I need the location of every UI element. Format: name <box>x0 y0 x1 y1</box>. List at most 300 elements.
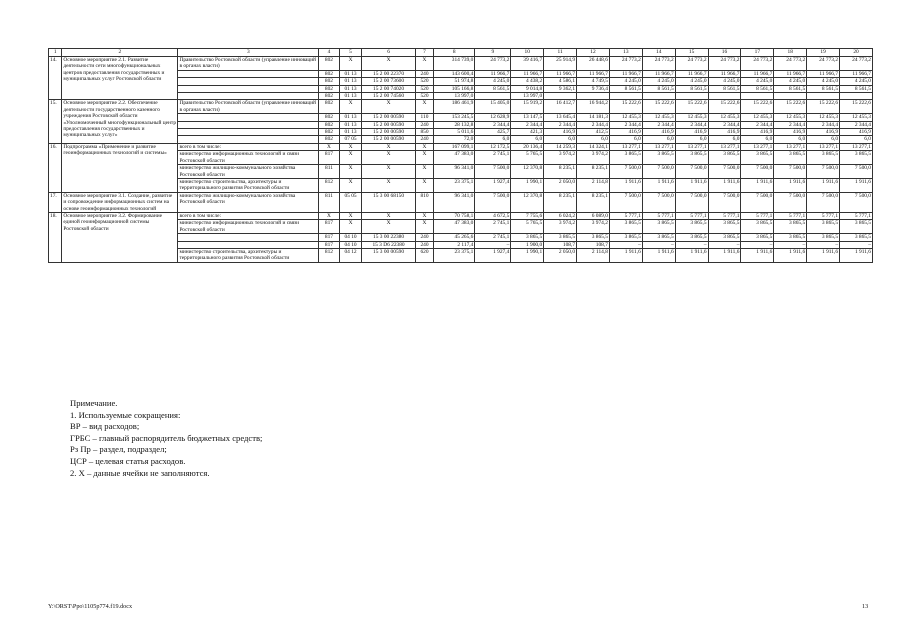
amount-cell: 12 455,3 <box>774 114 807 121</box>
rzpr-cell: 01 13 <box>339 121 362 128</box>
responsible-executor <box>178 70 319 77</box>
grbs-cell: 802 <box>319 85 340 92</box>
amount-cell: 3 865,5 <box>807 151 840 165</box>
csr-cell: X <box>362 220 415 234</box>
measure-name: Основное мероприятие 3.2. Формирование единой геоинформационной системы Ростовской области <box>62 212 178 262</box>
amount-cell: 15 222,6 <box>642 100 675 114</box>
amount-cell: 3 865,5 <box>642 151 675 165</box>
amount-cell: 45 265,6 <box>434 234 475 241</box>
vr-cell: X <box>415 220 433 234</box>
amount-cell: 15 222,6 <box>807 100 840 114</box>
amount-cell: 4 245,0 <box>609 78 642 85</box>
amount-cell: 6,0 <box>708 136 741 143</box>
vr-cell: 620 <box>415 248 433 262</box>
amount-cell <box>609 93 642 100</box>
amount-cell <box>642 93 675 100</box>
amount-cell: 2 114,8 <box>577 248 610 262</box>
amount-cell: 7 500,0 <box>708 165 741 179</box>
amount-cell: 3 974,2 <box>577 151 610 165</box>
amount-cell: 2 344,4 <box>675 121 708 128</box>
amount-cell: 8 561,5 <box>807 85 840 92</box>
amount-cell: 2 344,4 <box>544 121 577 128</box>
amount-cell: 14 324,1 <box>577 143 610 150</box>
amount-cell: 15 222,6 <box>708 100 741 114</box>
amount-cell: 11 966,7 <box>511 70 544 77</box>
vr-cell: X <box>415 165 433 179</box>
row-number: 16. <box>49 143 62 192</box>
amount-cell: 12 455,3 <box>675 114 708 121</box>
file-path: Y:\ORST\Ppo\1105p774.f19.docx <box>48 603 133 610</box>
amount-cell: 3 865,5 <box>708 234 741 241</box>
amount-cell: 6,0 <box>642 136 675 143</box>
amount-cell: 2 745,1 <box>475 220 511 234</box>
responsible-executor: министерство жилищно-коммунального хозяйства Ростовской области <box>178 192 319 212</box>
amount-cell: 11 966,7 <box>741 70 774 77</box>
amount-cell: 4 672,5 <box>475 212 511 219</box>
amount-cell: 108,7 <box>577 241 610 248</box>
csr-cell: 15 3 00 00590 <box>362 248 415 262</box>
amount-cell: 13 277,1 <box>609 143 642 150</box>
amount-cell: 416,9 <box>807 129 840 136</box>
amount-cell <box>708 93 741 100</box>
amount-cell: 11 966,7 <box>475 70 511 77</box>
responsible-executor <box>178 93 319 100</box>
rzpr-cell: X <box>339 220 362 234</box>
amount-cell: 6,0 <box>475 136 511 143</box>
amount-cell: 14 259,3 <box>544 143 577 150</box>
rzpr-cell: 01 13 <box>339 85 362 92</box>
responsible-executor: Правительство Ростовской области (управление инноваций в органах власти) <box>178 57 319 71</box>
measure-name: Основное мероприятие 2.1. Развитие деятельности сети многофункциональных центров предоставления государственных и муниципальных услуг Ростовской области <box>62 57 178 100</box>
csr-cell: 15 2 00 74020 <box>362 85 415 92</box>
amount-cell: 4 245,0 <box>675 78 708 85</box>
rzpr-cell: 01 13 <box>339 70 362 77</box>
amount-cell: 2 745,1 <box>475 151 511 165</box>
amount-cell: – <box>609 241 642 248</box>
amount-cell: – <box>774 241 807 248</box>
amount-cell: 105 166,8 <box>434 85 475 92</box>
responsible-executor: министерство строительства, архитектуры и территориального развития Ростовской области <box>178 248 319 262</box>
amount-cell: 72,0 <box>434 136 475 143</box>
table-row <box>49 143 873 150</box>
rzpr-cell: X <box>339 165 362 179</box>
amount-cell: 416,9 <box>675 129 708 136</box>
amount-cell: 5 765,5 <box>511 151 544 165</box>
header-cell: 7 <box>415 49 433 57</box>
header-cell: 16 <box>708 49 741 57</box>
table-row <box>49 212 873 219</box>
amount-cell: 96 341,0 <box>434 165 475 179</box>
rzpr-cell: 07 05 <box>339 136 362 143</box>
amount-cell: 13 277,1 <box>675 143 708 150</box>
table-header-row <box>49 49 873 57</box>
header-cell: 19 <box>807 49 840 57</box>
amount-cell: 153 245,5 <box>434 114 475 121</box>
responsible-executor <box>178 136 319 143</box>
csr-cell: 15 3 00 68150 <box>362 192 415 212</box>
vr-cell: X <box>415 212 433 219</box>
amount-cell: 8 235,1 <box>577 165 610 179</box>
amount-cell: 2 050,0 <box>544 178 577 192</box>
amount-cell: 5 777,1 <box>741 212 774 219</box>
amount-cell: 24 773,2 <box>741 57 774 71</box>
header-cell: 4 <box>319 49 340 57</box>
csr-cell: X <box>362 212 415 219</box>
amount-cell: 8 561,5 <box>642 85 675 92</box>
amount-cell: 6,0 <box>609 136 642 143</box>
responsible-executor: всего в том числе: <box>178 212 319 219</box>
amount-cell: 3 974,2 <box>577 220 610 234</box>
amount-cell: 7 500,0 <box>741 192 774 212</box>
amount-cell: 7 500,0 <box>642 165 675 179</box>
grbs-cell: X <box>319 212 340 219</box>
amount-cell: 3 974,2 <box>544 151 577 165</box>
amount-cell: 416,9 <box>840 129 873 136</box>
amount-cell: 3 865,5 <box>807 234 840 241</box>
amount-cell: 2 344,4 <box>475 121 511 128</box>
amount-cell: 6,0 <box>741 136 774 143</box>
table-row <box>49 192 873 212</box>
amount-cell: 1 911,6 <box>609 248 642 262</box>
measure-name: Подпрограмма «Применение и развитие геоинформационных технологий и системы» <box>62 143 178 192</box>
amount-cell: 11 966,7 <box>577 70 610 77</box>
amount-cell: 3 865,5 <box>708 220 741 234</box>
table-row <box>49 100 873 114</box>
vr-cell: 520 <box>415 93 433 100</box>
amount-cell: 26 448,6 <box>577 57 610 71</box>
amount-cell: 2 344,4 <box>511 121 544 128</box>
responsible-executor: министерство информационных технологий и связи Ростовской области <box>178 220 319 234</box>
amount-cell: 3 974,2 <box>544 220 577 234</box>
amount-cell: 7 500,0 <box>807 165 840 179</box>
amount-cell: 7 500,0 <box>475 192 511 212</box>
vr-cell: 240 <box>415 234 433 241</box>
amount-cell: 4 245,0 <box>642 78 675 85</box>
amount-cell: 47 383,0 <box>434 151 475 165</box>
amount-cell <box>741 93 774 100</box>
amount-cell: 8 561,5 <box>774 85 807 92</box>
amount-cell: – <box>475 241 511 248</box>
amount-cell: 7 755,6 <box>511 212 544 219</box>
amount-cell: 1 911,6 <box>642 178 675 192</box>
amount-cell: 24 773,2 <box>675 57 708 71</box>
amount-cell: 6 024,2 <box>544 212 577 219</box>
amount-cell: – <box>675 241 708 248</box>
measure-name: Основное мероприятие 2.2. Обеспечение деятельности государственного казенного учреждения Ростовской области «Уполномоченный многофункциональный центр предоставления государственных и муниципальных услуг» <box>62 100 178 143</box>
grbs-cell: 811 <box>319 165 340 179</box>
amount-cell: 2 344,4 <box>708 121 741 128</box>
amount-cell: 3 865,5 <box>741 151 774 165</box>
grbs-cell: 817 <box>319 151 340 165</box>
amount-cell: 5 777,1 <box>708 212 741 219</box>
amount-cell: 25 914,9 <box>544 57 577 71</box>
amount-cell: 12 628,9 <box>475 114 511 121</box>
vr-cell: X <box>415 178 433 192</box>
responsible-executor: министерство строительства, архитектуры и территориального развития Ростовской области <box>178 178 319 192</box>
csr-cell: X <box>362 178 415 192</box>
header-cell: 2 <box>62 49 178 57</box>
vr-cell: 240 <box>415 241 433 248</box>
grbs-cell: 817 <box>319 241 340 248</box>
amount-cell: 15 222,6 <box>675 100 708 114</box>
amount-cell: – <box>708 241 741 248</box>
amount-cell: 11 966,7 <box>642 70 675 77</box>
amount-cell: 13 277,1 <box>741 143 774 150</box>
amount-cell: 4 438,2 <box>511 78 544 85</box>
amount-cell: 13 277,1 <box>774 143 807 150</box>
amount-cell: – <box>741 241 774 248</box>
amount-cell: 108,7 <box>544 241 577 248</box>
responsible-executor: всего в том числе: <box>178 143 319 150</box>
amount-cell: 12 455,3 <box>609 114 642 121</box>
amount-cell: 5 777,1 <box>840 212 873 219</box>
csr-cell: 15 2 00 00590 <box>362 114 415 121</box>
amount-cell <box>807 93 840 100</box>
amount-cell: 2 344,4 <box>642 121 675 128</box>
amount-cell: 1 911,6 <box>741 248 774 262</box>
amount-cell: 4 586,1 <box>544 78 577 85</box>
rzpr-cell: 04 10 <box>339 241 362 248</box>
amount-cell: 1 911,6 <box>708 248 741 262</box>
amount-cell: 4 245,0 <box>840 78 873 85</box>
amount-cell: 8 561,5 <box>609 85 642 92</box>
amount-cell: 8 235,1 <box>577 192 610 212</box>
csr-cell: 15 2 00 22370 <box>362 70 415 77</box>
amount-cell: 15 222,6 <box>741 100 774 114</box>
amount-cell: 4 245,0 <box>807 78 840 85</box>
csr-cell: 15 2 00 00590 <box>362 136 415 143</box>
amount-cell: 12 455,3 <box>708 114 741 121</box>
amount-cell: 3 865,5 <box>741 234 774 241</box>
amount-cell: 39 416,7 <box>511 57 544 71</box>
amount-cell: 5 011,6 <box>434 129 475 136</box>
notes-block <box>70 398 262 479</box>
responsible-executor <box>178 234 319 241</box>
amount-cell: 15 405,0 <box>475 100 511 114</box>
amount-cell: 416,9 <box>609 129 642 136</box>
amount-cell: 5 777,1 <box>609 212 642 219</box>
amount-cell: 167 099,1 <box>434 143 475 150</box>
amount-cell: 1 911,6 <box>807 248 840 262</box>
amount-cell: 1 911,6 <box>840 178 873 192</box>
amount-cell <box>475 93 511 100</box>
amount-cell: 5 777,1 <box>807 212 840 219</box>
note-line: ВР – вид расходов; <box>70 421 140 432</box>
note-line: Примечание. <box>70 398 118 408</box>
amount-cell: 13 277,1 <box>642 143 675 150</box>
amount-cell: 5 765,5 <box>511 220 544 234</box>
amount-cell: 9 014,8 <box>511 85 544 92</box>
amount-cell: 3 865,5 <box>708 151 741 165</box>
responsible-executor <box>178 114 319 121</box>
csr-cell: 15 3 00 22380 <box>362 234 415 241</box>
amount-cell: 1 911,6 <box>774 178 807 192</box>
amount-cell: 2 745,1 <box>475 234 511 241</box>
rzpr-cell: 01 13 <box>339 93 362 100</box>
amount-cell: 15 919,2 <box>511 100 544 114</box>
grbs-cell: 802 <box>319 78 340 85</box>
rzpr-cell: 01 13 <box>339 114 362 121</box>
amount-cell: 3 865,5 <box>609 151 642 165</box>
grbs-cell: 812 <box>319 248 340 262</box>
responsible-executor: министерство жилищно-коммунального хозяйства Ростовской области <box>178 165 319 179</box>
grbs-cell: 802 <box>319 70 340 77</box>
amount-cell: – <box>642 241 675 248</box>
amount-cell: 7 500,0 <box>675 165 708 179</box>
amount-cell <box>840 93 873 100</box>
header-cell: 6 <box>362 49 415 57</box>
amount-cell: 3 865,5 <box>840 151 873 165</box>
amount-cell: 2 114,8 <box>577 178 610 192</box>
grbs-cell: 802 <box>319 121 340 128</box>
header-cell: 20 <box>840 49 873 57</box>
amount-cell: 7 500,0 <box>741 165 774 179</box>
amount-cell: 12 455,3 <box>741 114 774 121</box>
amount-cell: 1 911,6 <box>774 248 807 262</box>
rzpr-cell: 01 13 <box>339 129 362 136</box>
amount-cell: 7 500,0 <box>774 165 807 179</box>
amount-cell: 4 245,0 <box>475 78 511 85</box>
rzpr-cell: X <box>339 151 362 165</box>
amount-cell: 8 561,5 <box>475 85 511 92</box>
amount-cell: 4 749,5 <box>577 78 610 85</box>
amount-cell: 7 500,0 <box>774 192 807 212</box>
amount-cell: 3 865,5 <box>675 234 708 241</box>
amount-cell: 143 600,4 <box>434 70 475 77</box>
header-cell: 13 <box>609 49 642 57</box>
amount-cell: 8 235,1 <box>544 192 577 212</box>
amount-cell: 51 974,8 <box>434 78 475 85</box>
note-line: ЦСР – целевая статья расходов. <box>70 455 186 466</box>
amount-cell: 2 050,0 <box>544 248 577 262</box>
amount-cell: 12 370,8 <box>511 165 544 179</box>
csr-cell: 15 2 00 73600 <box>362 78 415 85</box>
rzpr-cell: 01 13 <box>339 78 362 85</box>
amount-cell: 3 865,5 <box>840 234 873 241</box>
amount-cell: 3 865,5 <box>840 220 873 234</box>
vr-cell: 240 <box>415 70 433 77</box>
amount-cell: 4 245,0 <box>708 78 741 85</box>
amount-cell: 13 277,1 <box>708 143 741 150</box>
amount-cell <box>675 93 708 100</box>
amount-cell: 16 412,7 <box>544 100 577 114</box>
amount-cell: 15 222,6 <box>609 100 642 114</box>
csr-cell: 15 2 00 74560 <box>362 93 415 100</box>
amount-cell: 3 865,5 <box>609 234 642 241</box>
grbs-cell: 811 <box>319 192 340 212</box>
amount-cell: 3 865,5 <box>807 220 840 234</box>
amount-cell: 12 172,5 <box>475 143 511 150</box>
amount-cell: 5 777,1 <box>774 212 807 219</box>
header-cell: 5 <box>339 49 362 57</box>
amount-cell: 6,0 <box>840 136 873 143</box>
amount-cell: 12 455,3 <box>807 114 840 121</box>
amount-cell: 70 758,1 <box>434 212 475 219</box>
grbs-cell: 802 <box>319 136 340 143</box>
amount-cell: 2 344,4 <box>807 121 840 128</box>
amount-cell: 1 911,6 <box>741 178 774 192</box>
header-cell: 11 <box>544 49 577 57</box>
amount-cell: 8 561,5 <box>840 85 873 92</box>
amount-cell: 7 500,0 <box>807 192 840 212</box>
header-cell: 1 <box>49 49 62 57</box>
amount-cell: 1 990,1 <box>511 248 544 262</box>
responsible-executor <box>178 129 319 136</box>
amount-cell: 6,0 <box>675 136 708 143</box>
amount-cell <box>577 93 610 100</box>
csr-cell: X <box>362 100 415 114</box>
amount-cell: 15 222,6 <box>774 100 807 114</box>
vr-cell: 520 <box>415 78 433 85</box>
amount-cell: 11 966,7 <box>774 70 807 77</box>
amount-cell: 1 911,6 <box>840 248 873 262</box>
csr-cell: X <box>362 165 415 179</box>
amount-cell: 6,0 <box>774 136 807 143</box>
amount-cell: 3 865,5 <box>577 234 610 241</box>
amount-cell: 314 739,0 <box>434 57 475 71</box>
amount-cell: 24 773,2 <box>840 57 873 71</box>
amount-cell: 12 370,8 <box>511 192 544 212</box>
amount-cell: 2 117,4 <box>434 241 475 248</box>
note-line: 2. Х – данные ячейки не заполняются. <box>70 467 210 478</box>
grbs-cell: 802 <box>319 114 340 121</box>
amount-cell: 96 341,0 <box>434 192 475 212</box>
vr-cell: 520 <box>415 85 433 92</box>
amount-cell: 1 911,6 <box>675 178 708 192</box>
amount-cell: 2 344,4 <box>577 121 610 128</box>
amount-cell: 1 911,6 <box>675 248 708 262</box>
row-number: 17. <box>49 192 62 212</box>
amount-cell: 6,0 <box>807 136 840 143</box>
vr-cell: X <box>415 100 433 114</box>
row-number: 14. <box>49 57 62 100</box>
rzpr-cell: 04 10 <box>339 234 362 241</box>
vr-cell: X <box>415 143 433 150</box>
amount-cell: 3 865,5 <box>774 220 807 234</box>
rzpr-cell: X <box>339 212 362 219</box>
amount-cell: 5 777,1 <box>675 212 708 219</box>
grbs-cell: 802 <box>319 129 340 136</box>
amount-cell: 13 997,0 <box>511 93 544 100</box>
amount-cell: 1 911,6 <box>708 178 741 192</box>
amount-cell: 7 500,0 <box>609 165 642 179</box>
amount-cell: 7 500,0 <box>609 192 642 212</box>
table-row <box>49 57 873 71</box>
rzpr-cell: X <box>339 100 362 114</box>
responsible-executor: министерство информационных технологий и связи Ростовской области <box>178 151 319 165</box>
amount-cell: – <box>840 241 873 248</box>
csr-cell: 15 2 00 00590 <box>362 121 415 128</box>
header-cell: 15 <box>675 49 708 57</box>
amount-cell: 7 500,0 <box>475 165 511 179</box>
amount-cell: 8 235,1 <box>544 165 577 179</box>
amount-cell: 14 181,3 <box>577 114 610 121</box>
amount-cell: 2 344,4 <box>609 121 642 128</box>
vr-cell: 110 <box>415 114 433 121</box>
amount-cell: 416,9 <box>642 129 675 136</box>
amount-cell: 13 277,1 <box>807 143 840 150</box>
amount-cell: 12 455,3 <box>642 114 675 121</box>
grbs-cell: 817 <box>319 220 340 234</box>
header-cell: 9 <box>475 49 511 57</box>
amount-cell: 7 500,0 <box>840 192 873 212</box>
measure-name: Основное мероприятие 3.1. Создание, развитие и сопровождение информационных систем на основе геоинформационных технологий <box>62 192 178 212</box>
amount-cell: 416,9 <box>774 129 807 136</box>
amount-cell: 3 865,5 <box>511 234 544 241</box>
amount-cell: 2 344,4 <box>840 121 873 128</box>
csr-cell: 15 3 D6 22380 <box>362 241 415 248</box>
vr-cell: X <box>415 151 433 165</box>
